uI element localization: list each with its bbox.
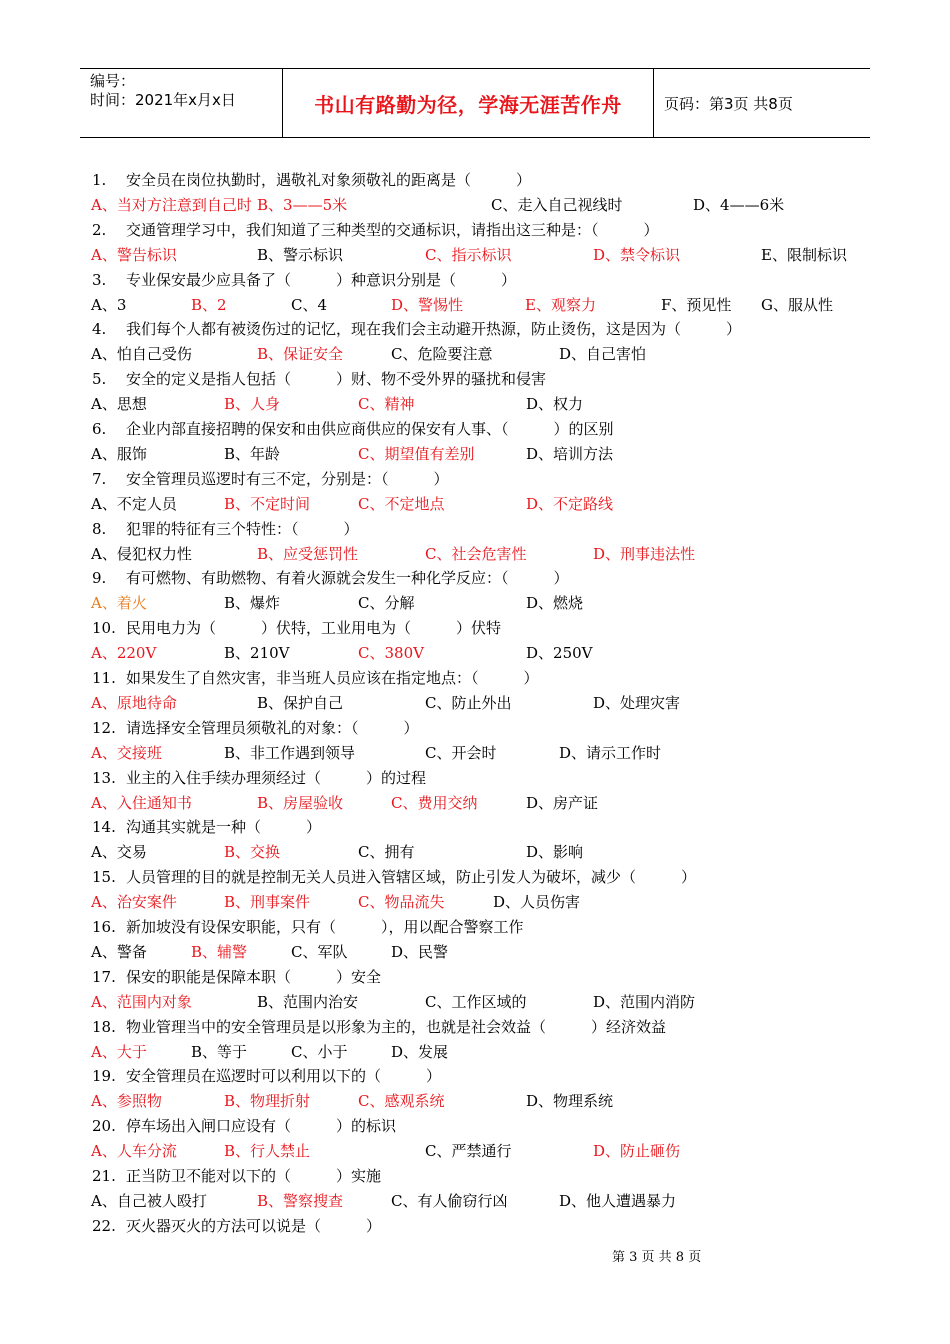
answer-option: C、感观系统 xyxy=(358,1092,445,1111)
answer-option: C、军队 xyxy=(291,943,348,961)
answer-option: C、指示标识 xyxy=(425,245,512,264)
header-motto: 书山有路勤为径，学海无涯苦作舟 xyxy=(314,92,622,117)
answer-option: B、210V xyxy=(224,644,290,663)
question-text: 民用电力为（ ）伏特，工业用电为（ ）伏特 xyxy=(126,619,502,638)
question-text: 安全管理员巡逻时有三不定，分别是：（ ） xyxy=(126,469,449,488)
answer-option: D、处理灾害 xyxy=(593,694,681,712)
answer-option: B、刑事案件 xyxy=(224,893,311,912)
question-number: 1. xyxy=(92,171,107,189)
question-number: 12. xyxy=(92,718,116,737)
answer-option: C、工作区域的 xyxy=(425,992,527,1011)
question-text: 新加坡没有设保安职能，只有（ ），用以配合警察工作 xyxy=(126,918,524,936)
question-text: 安全的定义是指人包括（ ）财、物不受外界的骚扰和侵害 xyxy=(126,370,547,389)
question-number: 11. xyxy=(92,669,116,687)
question-text: 企业内部直接招聘的保安和由供应商供应的保安有人事、（ ）的区别 xyxy=(126,420,614,438)
question-number: 7. xyxy=(92,469,107,488)
answer-option: A、怕自己受伤 xyxy=(91,345,192,364)
answer-option: A、交接班 xyxy=(91,743,162,762)
answer-option: D、培训方法 xyxy=(526,445,614,463)
question-number: 20. xyxy=(92,1117,116,1136)
question-19 xyxy=(92,1065,441,1087)
question-number: 3. xyxy=(92,270,107,289)
answer-option: A、3 xyxy=(91,295,127,314)
answer-option: D、房产证 xyxy=(526,793,599,812)
question-number: 9. xyxy=(92,569,107,588)
options-row xyxy=(91,294,871,316)
question-21 xyxy=(92,1165,381,1187)
question-14 xyxy=(92,816,321,838)
question-number: 10. xyxy=(92,619,116,638)
answer-option: C、380V xyxy=(358,644,424,663)
question-text: 灭火器灭火的方法可以说是（ ） xyxy=(126,1216,382,1235)
question-13 xyxy=(92,767,426,789)
answer-option: A、警备 xyxy=(91,943,147,961)
answer-option: B、物理折射 xyxy=(224,1092,311,1111)
answer-option: D、他人遭遇暴力 xyxy=(559,1192,677,1210)
question-number: 4. xyxy=(92,320,107,339)
question-text: 沟通其实就是一种（ ） xyxy=(126,818,322,837)
question-11 xyxy=(92,667,539,689)
page-footer: 第 3 页 共 8 页 xyxy=(612,1250,702,1265)
question-text: 正当防卫不能对以下的（ ）实施 xyxy=(126,1167,382,1185)
answer-option: D、影响 xyxy=(526,843,584,862)
answer-option: B、年龄 xyxy=(224,445,281,463)
answer-option: B、2 xyxy=(191,295,227,314)
answer-option: A、人车分流 xyxy=(91,1142,177,1161)
options-row xyxy=(91,393,871,415)
answer-option: C、不定地点 xyxy=(358,494,445,513)
question-text: 有可燃物、有助燃物、有着火源就会发生一种化学反应：（ ） xyxy=(126,569,569,588)
options-row xyxy=(91,244,871,266)
options-row xyxy=(91,1140,871,1162)
answer-option: C、精神 xyxy=(358,395,415,414)
question-number: 15. xyxy=(92,868,116,887)
options-row xyxy=(91,742,871,764)
answer-option: D、人员伤害 xyxy=(493,893,581,912)
options-row xyxy=(91,941,871,963)
answer-option: B、警示标识 xyxy=(257,245,344,264)
question-number: 16. xyxy=(92,918,116,936)
answer-option: B、交换 xyxy=(224,843,281,862)
answer-option: A、大于 xyxy=(91,1042,147,1061)
answer-option: D、防止砸伤 xyxy=(593,1142,681,1161)
question-15 xyxy=(92,866,696,888)
answer-option: C、4 xyxy=(291,295,328,314)
answer-option: B、行人禁止 xyxy=(224,1142,311,1161)
answer-option: A、范围内对象 xyxy=(91,992,192,1011)
answer-option: C、拥有 xyxy=(358,843,415,862)
question-text: 请选择安全管理员须敬礼的对象：（ ） xyxy=(126,718,419,737)
answer-option: D、刑事违法性 xyxy=(593,544,696,563)
page-header xyxy=(80,68,870,138)
answer-option: C、严禁通行 xyxy=(425,1142,512,1161)
question-text: 人员管理的目的就是控制无关人员进入管辖区域，防止引发人为破坏，减少（ ） xyxy=(126,868,697,887)
answer-option: D、自己害怕 xyxy=(559,345,647,364)
answer-option: C、危险要注意 xyxy=(391,345,493,364)
options-row xyxy=(91,1190,871,1212)
question-number: 17. xyxy=(92,967,116,986)
question-number: 14. xyxy=(92,818,116,837)
question-number: 5. xyxy=(92,370,107,389)
options-row xyxy=(91,891,871,913)
question-2 xyxy=(92,219,659,241)
question-number: 19. xyxy=(92,1067,116,1086)
answer-option: A、警告标识 xyxy=(91,245,177,264)
answer-option: B、警察搜查 xyxy=(257,1192,344,1210)
answer-option: B、不定时间 xyxy=(224,494,311,513)
answer-option: B、应受惩罚性 xyxy=(257,544,359,563)
answer-option: B、保护自己 xyxy=(257,694,344,712)
answer-option: D、物理系统 xyxy=(526,1092,614,1111)
options-row xyxy=(91,692,871,714)
answer-option: A、服饰 xyxy=(91,445,147,463)
answer-option: E、限制标识 xyxy=(761,245,847,264)
question-3 xyxy=(92,269,516,291)
question-text: 专业保安最少应具备了（ ）种意识分别是（ ） xyxy=(126,270,517,289)
answer-option: B、保证安全 xyxy=(257,345,344,364)
document-date-label: 时间：2021年x月x日 xyxy=(90,91,236,109)
answer-option: C、走入自己视线时 xyxy=(491,196,623,214)
answer-option: C、社会危害性 xyxy=(425,544,527,563)
answer-option: D、禁令标识 xyxy=(593,245,681,264)
question-9 xyxy=(92,567,569,589)
answer-option: C、期望值有差别 xyxy=(358,445,475,463)
answer-option: A、着火 xyxy=(91,594,147,613)
question-text: 我们每个人都有被烫伤过的记忆，现在我们会主动避开热源，防止烫伤，这是因为（ ） xyxy=(126,320,742,339)
answer-option: B、3——5米 xyxy=(257,196,348,214)
answer-option: D、权力 xyxy=(526,395,584,414)
answer-option: C、小于 xyxy=(291,1042,348,1061)
answer-option: A、自己被人殴打 xyxy=(91,1192,207,1210)
answer-option: A、参照物 xyxy=(91,1092,162,1111)
answer-option: D、发展 xyxy=(391,1042,449,1061)
question-12 xyxy=(92,717,419,739)
options-row xyxy=(91,1090,871,1112)
options-row xyxy=(91,642,871,664)
header-page-number: 页码：第3页 共8页 xyxy=(664,94,793,113)
question-text: 犯罪的特征有三个特性：（ ） xyxy=(126,519,359,538)
header-page-cell xyxy=(654,69,870,137)
answer-option: A、入住通知书 xyxy=(91,793,192,812)
question-text: 安全员在岗位执勤时，遇敬礼对象须敬礼的距离是（ ） xyxy=(126,171,532,189)
answer-option: B、辅警 xyxy=(191,943,248,961)
question-18 xyxy=(92,1016,666,1038)
answer-option: C、分解 xyxy=(358,594,415,613)
options-row xyxy=(91,493,871,515)
options-row xyxy=(91,991,871,1013)
header-motto-cell xyxy=(282,69,654,137)
question-8 xyxy=(92,518,359,540)
answer-option: C、有人偷窃行凶 xyxy=(391,1192,508,1210)
answer-option: A、治安案件 xyxy=(91,893,177,912)
question-text: 保安的职能是保障本职（ ）安全 xyxy=(126,967,382,986)
answer-option: B、爆炸 xyxy=(224,594,281,613)
question-text: 交通管理学习中，我们知道了三种类型的交通标识，请指出这三种是：（ ） xyxy=(126,220,659,239)
question-number: 21. xyxy=(92,1167,116,1185)
question-text: 业主的入住手续办理须经过（ ）的过程 xyxy=(126,768,427,787)
question-number: 8. xyxy=(92,519,107,538)
answer-option: D、250V xyxy=(526,644,593,663)
answer-option: B、等于 xyxy=(191,1042,248,1061)
options-row xyxy=(91,194,871,216)
question-number: 22. xyxy=(92,1216,116,1235)
answer-option: D、范围内消防 xyxy=(593,992,696,1011)
answer-option: A、原地待命 xyxy=(91,694,177,712)
answer-option: A、思想 xyxy=(91,395,147,414)
question-number: 6. xyxy=(92,420,107,438)
answer-option: C、开会时 xyxy=(425,743,497,762)
answer-option: B、人身 xyxy=(224,395,281,414)
question-text: 物业管理当中的安全管理员是以形象为主的，也就是社会效益（ ）经济效益 xyxy=(126,1017,667,1036)
question-1 xyxy=(92,169,531,191)
answer-option: D、请示工作时 xyxy=(559,743,662,762)
question-number: 18. xyxy=(92,1017,116,1036)
question-number: 2. xyxy=(92,220,107,239)
question-22 xyxy=(92,1215,381,1237)
question-7 xyxy=(92,468,449,490)
answer-option: G、服从性 xyxy=(761,295,833,314)
answer-option: C、防止外出 xyxy=(425,694,512,712)
answer-option: D、警惕性 xyxy=(391,295,464,314)
question-16 xyxy=(92,916,524,938)
answer-option: A、220V xyxy=(91,644,157,663)
question-number: 13. xyxy=(92,768,116,787)
answer-option: C、物品流失 xyxy=(358,893,445,912)
header-meta xyxy=(80,69,282,137)
question-6 xyxy=(92,418,614,440)
answer-option: B、非工作遇到领导 xyxy=(224,743,356,762)
question-text: 停车场出入闸口应设有（ ）的标识 xyxy=(126,1117,397,1136)
answer-option: A、当对方注意到自己时 xyxy=(91,196,252,214)
options-row xyxy=(91,841,871,863)
question-5 xyxy=(92,368,546,390)
question-4 xyxy=(92,318,741,340)
document-number-label: 编号： xyxy=(90,72,136,90)
answer-option: B、范围内治安 xyxy=(257,992,359,1011)
answer-option: D、民警 xyxy=(391,943,449,961)
answer-option: B、房屋验收 xyxy=(257,793,344,812)
answer-option: D、燃烧 xyxy=(526,594,584,613)
question-20 xyxy=(92,1115,396,1137)
question-10 xyxy=(92,617,501,639)
options-row xyxy=(91,592,871,614)
answer-option: A、不定人员 xyxy=(91,494,177,513)
answer-option: A、侵犯权力性 xyxy=(91,544,192,563)
question-text: 安全管理员在巡逻时可以利用以下的（ ） xyxy=(126,1067,442,1086)
options-row xyxy=(91,792,871,814)
options-row xyxy=(91,343,871,365)
answer-option: A、交易 xyxy=(91,843,147,862)
answer-option: C、费用交纳 xyxy=(391,793,478,812)
question-text: 如果发生了自然灾害，非当班人员应该在指定地点：（ ） xyxy=(126,669,539,687)
answer-option: E、观察力 xyxy=(525,295,596,314)
answer-option: D、不定路线 xyxy=(526,494,614,513)
options-row xyxy=(91,543,871,565)
options-row xyxy=(91,1041,871,1063)
answer-option: F、预见性 xyxy=(661,295,732,314)
options-row xyxy=(91,443,871,465)
answer-option: D、4——6米 xyxy=(693,196,785,214)
question-17 xyxy=(92,966,381,988)
